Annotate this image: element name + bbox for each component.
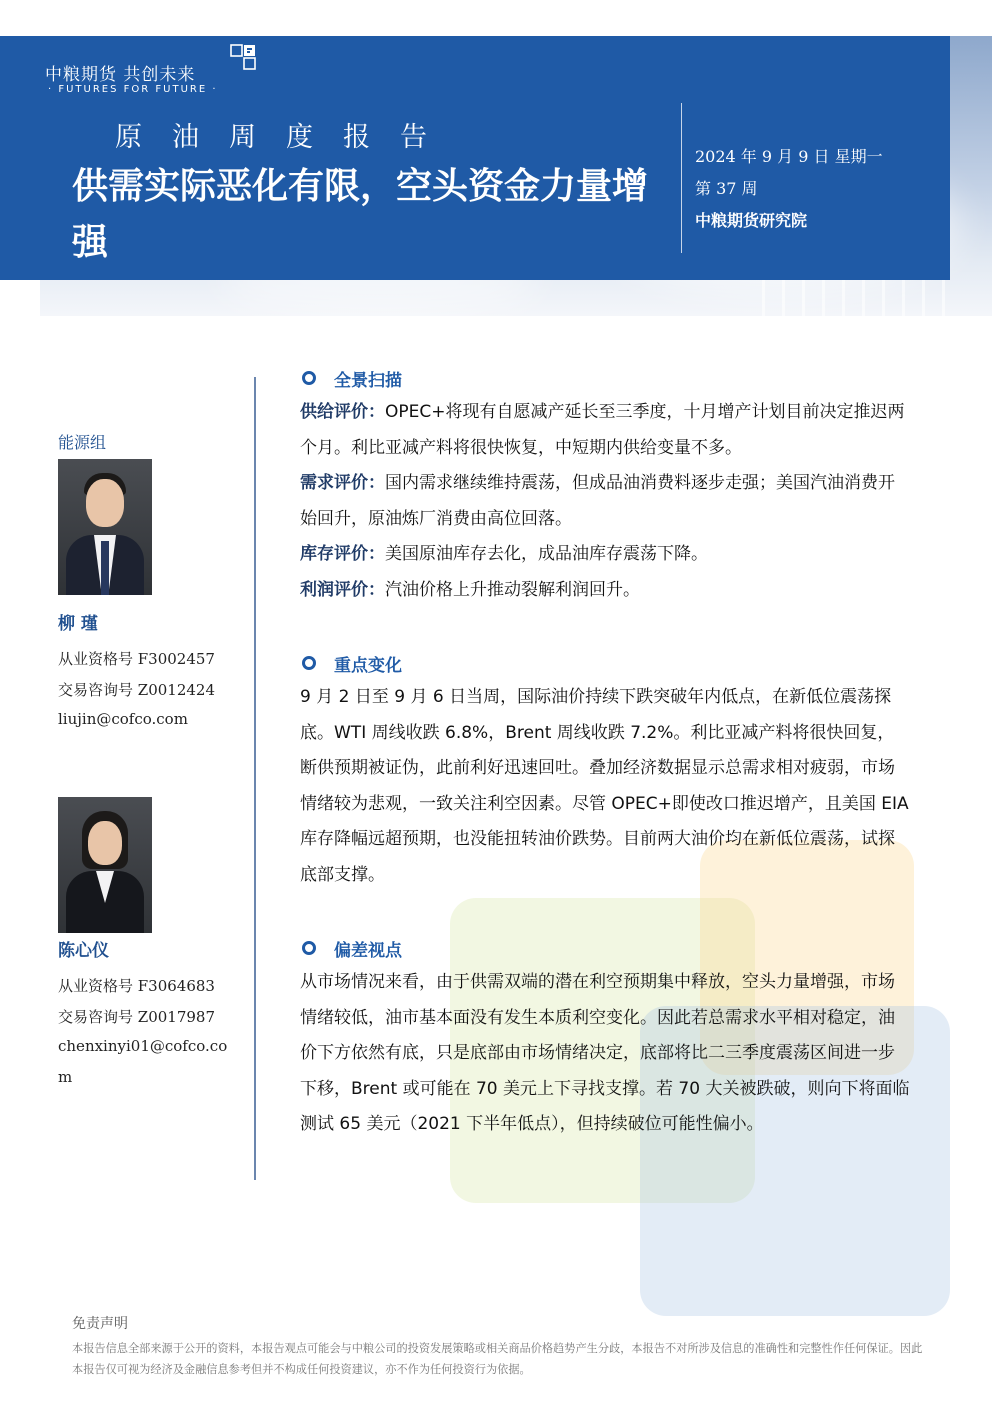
eval-item-supply: [300, 395, 910, 466]
circle-bullet-icon: [302, 941, 316, 955]
disclaimer-title: 免责声明: [72, 1316, 128, 1332]
analyst-name: 陈心仪: [58, 941, 109, 961]
company-logo-text: 中粮期货 共创未来: [45, 65, 196, 85]
eval-text: 美国原油库存去化，成品油库存震荡下降。: [385, 544, 708, 564]
report-type-label: 原油周度报告: [115, 122, 457, 153]
eval-key: 需求评价：: [300, 473, 385, 493]
analyst-advisor-number: 交易咨询号 Z0012424: [58, 681, 215, 699]
circle-bullet-icon: [302, 656, 316, 670]
column-divider: [254, 377, 256, 1180]
eval-item-profit: [300, 573, 910, 609]
circle-bullet-icon: [302, 371, 316, 385]
report-week: 第 37 周: [695, 179, 758, 198]
analyst-advisor-number: 交易咨询号 Z0017987: [58, 1008, 215, 1026]
section-heading-label: 偏差视点: [334, 941, 402, 961]
eval-text: 汽油价格上升推动裂解利润回升。: [385, 579, 640, 600]
institute-name: 中粮期货研究院: [695, 211, 808, 230]
section-heading-label: 全景扫描: [334, 371, 402, 391]
disclaimer-text: 本报告信息全部来源于公开的资料，本报告观点可能会与中粮公司的投资发展策略或相关商品价格趋势产生分歧，本报告不对所涉及信息的准确性和完整性作任何保证。因此本报告仅可视为经济及金融信息参考但并不构成任何投资建议，亦不作为任何投资行为依据。: [72, 1342, 923, 1376]
analyst-qualification: 从业资格号 F3064683: [58, 977, 215, 995]
analyst-email[interactable]: liujin@cofco.com: [58, 710, 188, 728]
analyst-photo-liujin: [58, 459, 152, 595]
eval-text: OPEC+将现有自愿减产延长至三季度，十月增产计划目前决定推迟两个月。利比亚减产料将很快恢复，中短期内供给变量不多。: [300, 402, 905, 458]
changes-paragraph: 9 月 2 日至 9 月 6 日当周，国际油价持续下跌突破年内低点，在新低位震荡探底。WTI 周线收跌 6.8%，Brent 周线收跌 7.2%。利比亚减产料将很快回复，断供预期被证伪，此前利好迅速回吐。叠加经济数据显示总需求相对疲弱，市场情绪较为悲观，一致关注利空因素。尽管 OPEC+即使改口推迟增产，且美国 EIA 库存降幅远超预期，也没能扭转油价跌势。目前两大油价均在新低位震荡，试探底部支撑。: [300, 687, 909, 885]
eval-item-inventory: [300, 537, 910, 573]
eval-key: 供给评价：: [300, 402, 385, 422]
analyst-email[interactable]: chenxinyi01@cofco.co: [58, 1037, 228, 1055]
analyst-email-continued[interactable]: m: [58, 1068, 73, 1086]
analyst-photo-chenxinyi: [58, 797, 152, 933]
eval-text: 国内需求继续维持震荡，但成品油消费料逐步走强；美国汽油消费开始回升，原油炼厂消费由高位回落。: [300, 473, 895, 529]
company-logo-icon: [230, 44, 256, 70]
eval-item-demand: [300, 466, 910, 537]
analyst-qualification: 从业资格号 F3002457: [58, 650, 215, 668]
page-title: 供需实际恶化有限，空头资金力量增强: [72, 165, 649, 263]
report-date: 2024 年 9 月 9 日 星期一: [695, 147, 883, 166]
overview-list: [300, 395, 910, 608]
view-paragraph: 从市场情况来看，由于供需双端的潜在利空预期集中释放，空头力量增强，市场情绪较低，油市基本面没有发生本质利空变化。因此若总需求水平相对稳定，油价下方依然有底，只是底部由市场情绪决定，底部将比二三季度震荡区间进一步下移，Brent 或可能在 70 美元上下寻找支撑。若 70 大关被跌破，则向下将面临测试 65 美元（2021 下半年低点），但持续破位可能性偏小。: [300, 972, 910, 1134]
eval-key: 库存评价：: [300, 544, 385, 564]
company-slogan: · FUTURES FOR FUTURE ·: [48, 84, 218, 95]
section-heading-label: 重点变化: [334, 656, 402, 676]
team-label: 能源组: [58, 433, 107, 452]
analyst-name: 柳 瑾: [58, 614, 98, 634]
header-divider: [681, 103, 682, 253]
eval-key: 利润评价：: [300, 579, 385, 600]
